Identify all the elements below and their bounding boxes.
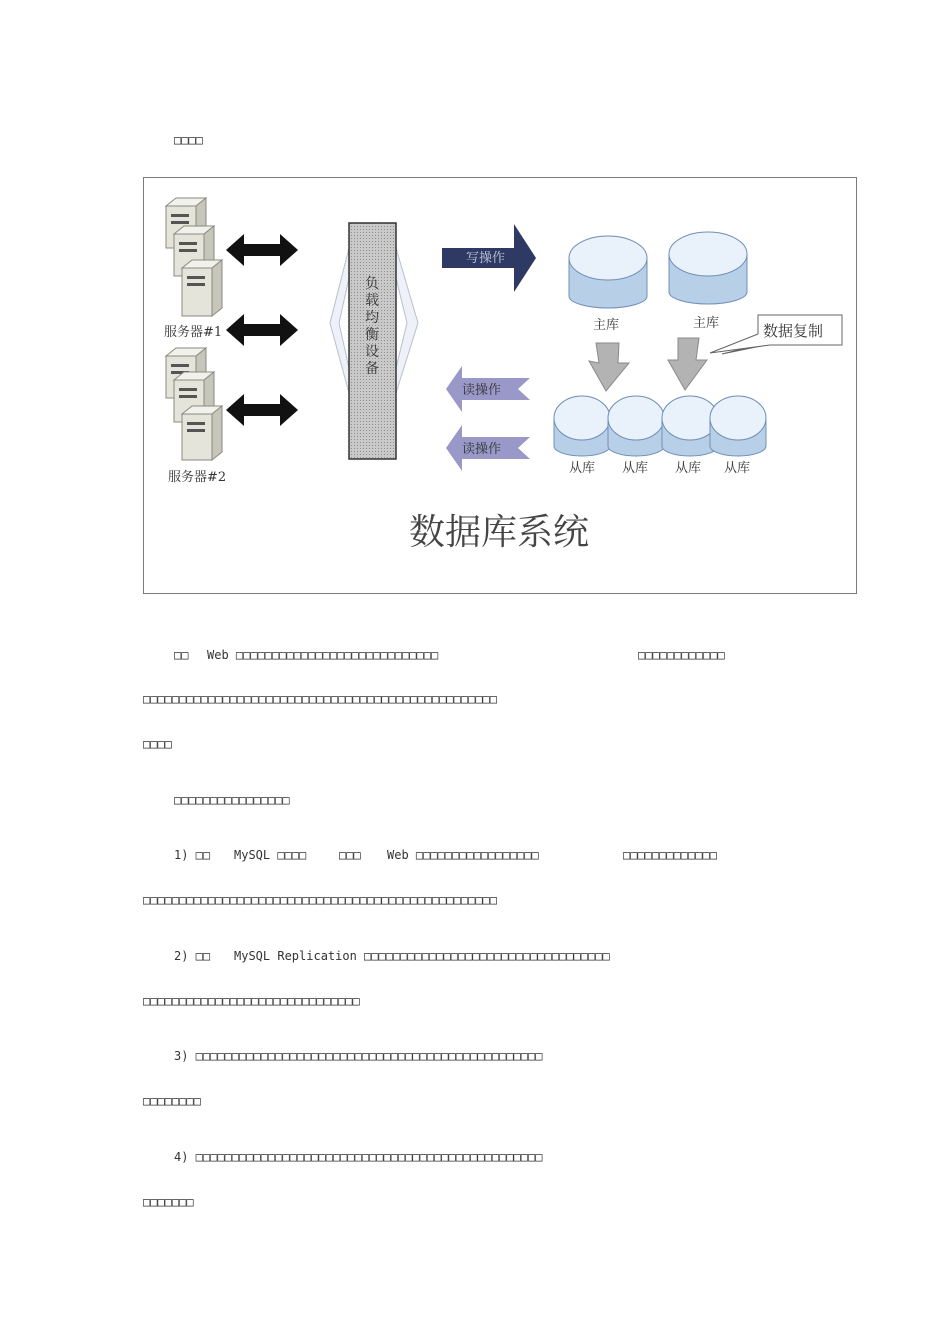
connection-arrows: [226, 234, 298, 426]
master-db-label: 主库: [593, 318, 620, 333]
double-arrow-icon: [226, 234, 298, 266]
server-group-2: [166, 348, 226, 485]
list-item-1-seg-2: MySQL □□□□: [234, 848, 307, 862]
down-arrow-icon: [589, 343, 629, 391]
list-item-2-seg-1: 2) □□: [174, 949, 211, 963]
load-balancer: [330, 223, 418, 459]
list-item-1-line-2: □□□□□□□□□□□□□□□□□□□□□□□□□□□□□□□□□□□□□□□□□□□□□□□□□: [143, 893, 498, 907]
system-title: 数据库系统: [409, 512, 590, 553]
master-db-label: 主库: [693, 316, 720, 331]
paragraph-1-line-2: □□□□□□□□□□□□□□□□□□□□□□□□□□□□□□□□□□□□□□□□□□□□□□□□□: [143, 692, 498, 706]
balancer-char: 衡: [365, 327, 379, 343]
doc-heading: □□□□: [174, 133, 203, 147]
list-item-3-line-2: □□□□□□□□: [143, 1094, 201, 1108]
balancer-char: 载: [365, 293, 379, 309]
slave-db: [608, 396, 664, 476]
read-operation-1: [446, 366, 530, 412]
list-item-2-line-2: □□□□□□□□□□□□□□□□□□□□□□□□□□□□□□: [143, 994, 360, 1008]
balancer-char: 设: [365, 344, 379, 360]
list-item-3: 3) □□□□□□□□□□□□□□□□□□□□□□□□□□□□□□□□□□□□□□□□□□□□□□□□: [174, 1049, 543, 1063]
down-arrow-icon: [668, 338, 707, 390]
read-op-label: 读操作: [462, 383, 502, 398]
list-item-1-seg-1: 1) □□: [174, 848, 211, 862]
paragraph-1-seg-3: □□□□□□□□□□□□: [638, 648, 725, 662]
server-group-1-label: 服务器#1: [164, 325, 223, 340]
list-item-4-line-2: □□□□□□□: [143, 1195, 194, 1209]
paragraph-2: □□□□□□□□□□□□□□□□: [174, 793, 290, 807]
write-operation: [442, 224, 536, 292]
balancer-char: 均: [365, 310, 379, 326]
slave-db-label: 从库: [569, 461, 596, 476]
list-item-4: 4) □□□□□□□□□□□□□□□□□□□□□□□□□□□□□□□□□□□□□□□□□□□□□□□□: [174, 1150, 543, 1164]
server-group-1: [164, 198, 222, 340]
slave-db: [710, 396, 766, 476]
slave-db-label: 从库: [622, 461, 649, 476]
slave-db: [554, 396, 610, 476]
double-arrow-icon: [226, 314, 298, 346]
server-group-2-label: 服务器#2: [168, 470, 227, 485]
server-icon: [182, 260, 222, 316]
balancer-right-fin-icon: [396, 248, 418, 393]
architecture-diagram: [143, 177, 857, 594]
paragraph-1-seg-2: Web □□□□□□□□□□□□□□□□□□□□□□□□□□□□: [207, 648, 439, 662]
master-db-2: [669, 232, 747, 331]
paragraph-1-line-3: □□□□: [143, 737, 172, 751]
slave-db-group: [554, 396, 766, 476]
paragraph-1-seg-1: □□: [174, 648, 189, 662]
list-item-1-seg-4: Web □□□□□□□□□□□□□□□□□: [387, 848, 539, 862]
slave-db-label: 从库: [675, 461, 702, 476]
balancer-char: 备: [365, 361, 379, 377]
list-item-2-seg-2: MySQL Replication □□□□□□□□□□□□□□□□□□□□□□□□□□□□□□□□□□: [234, 949, 610, 963]
list-item-1-seg-5: □□□□□□□□□□□□□: [623, 848, 717, 862]
write-op-label: 写操作: [466, 251, 506, 266]
slave-db-label: 从库: [724, 461, 751, 476]
master-db-1: [569, 236, 647, 333]
replication-arrows: [589, 338, 707, 391]
read-operation-2: [446, 425, 530, 471]
list-item-1-seg-3: □□□: [339, 848, 361, 862]
read-op-label: 读操作: [462, 442, 502, 457]
replication-callout: [710, 315, 842, 354]
server-icon: [182, 406, 222, 460]
architecture-diagram-svg: [144, 178, 858, 595]
replication-label: 数据复制: [763, 322, 824, 340]
balancer-left-fin-icon: [330, 248, 349, 393]
double-arrow-icon: [226, 394, 298, 426]
balancer-char: 负: [365, 276, 379, 292]
